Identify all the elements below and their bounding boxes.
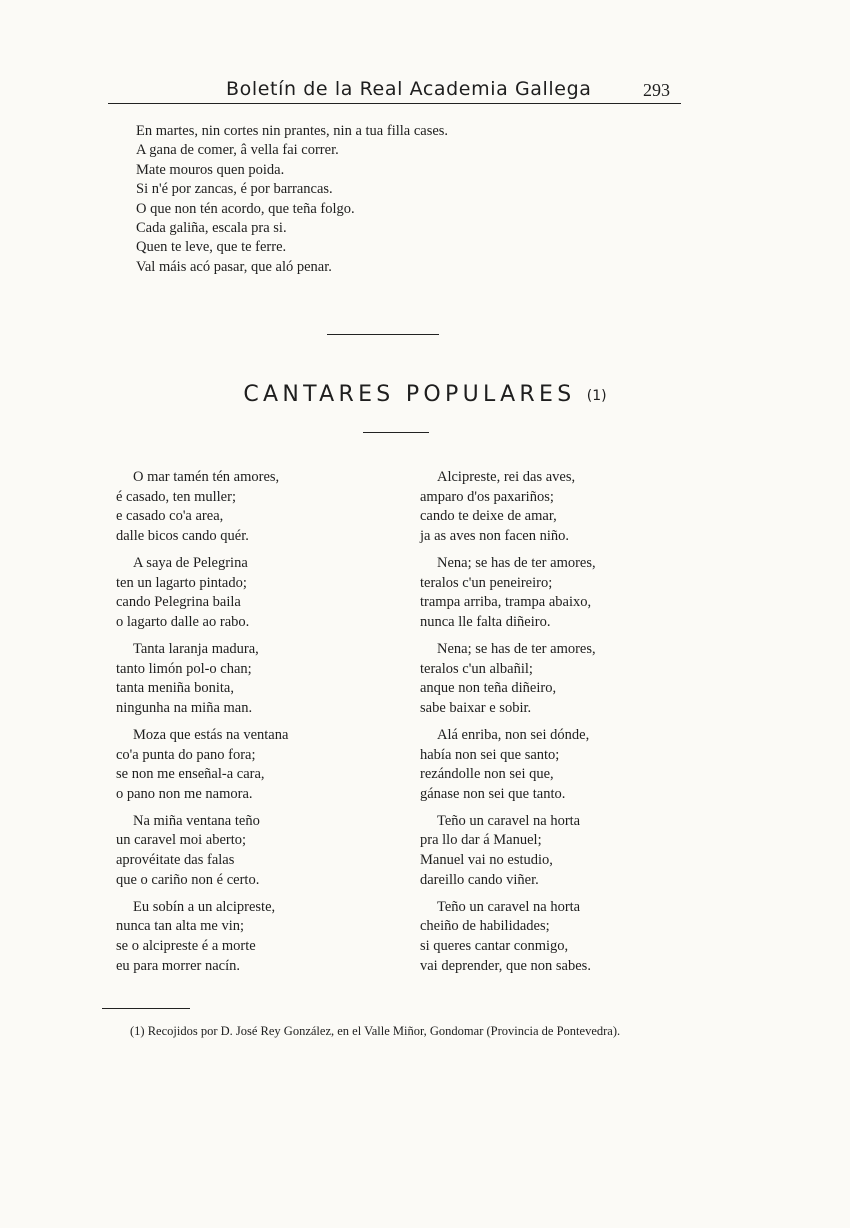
verse-line: Manuel vai no estudio, xyxy=(420,852,553,869)
header-rule xyxy=(108,103,681,104)
proverb-line: Val máis acó pasar, que aló penar. xyxy=(136,258,332,275)
poem-column-left xyxy=(116,468,416,984)
section-title xyxy=(0,380,850,411)
verse-line: tanto limón pol-o chan; xyxy=(116,660,252,677)
verse-line: Nena; se has de ter amores, xyxy=(437,554,596,571)
verse-line: nunca lle falta diñeiro. xyxy=(420,613,551,630)
verse-line: e casado co'a area, xyxy=(116,508,224,525)
verse-line: Eu sobín a un alcipreste, xyxy=(133,898,276,915)
verse-line: se non me enseñal-a cara, xyxy=(116,766,265,783)
verse-line: Teño un caravel na horta xyxy=(437,898,581,915)
verse-line: dareillo cando viñer. xyxy=(420,871,539,888)
verse-line: nunca tan alta me vin; xyxy=(116,918,245,935)
footnote-marker: (1) xyxy=(130,1024,145,1038)
verse-line: Teño un caravel na horta xyxy=(437,812,581,829)
verse-line: pra llo dar á Manuel; xyxy=(420,832,542,849)
verse-line: cando te deixe de amar, xyxy=(420,508,557,525)
stanza xyxy=(116,468,416,546)
verse-line: anque non teña diñeiro, xyxy=(420,680,557,697)
stanza xyxy=(116,554,416,632)
section-divider xyxy=(327,334,439,335)
footnote-rule xyxy=(102,1008,190,1009)
verse-line: había non sei que santo; xyxy=(420,746,560,763)
verse-line: Nena; se has de ter amores, xyxy=(437,640,596,657)
verse-line: rezándolle non sei que, xyxy=(420,766,554,783)
verse-line: teralos c'un albañil; xyxy=(420,660,533,677)
section-title-text: CANTARES POPULARES xyxy=(243,382,576,407)
verse-line: A saya de Pelegrina xyxy=(133,554,248,571)
verse-line: Moza que estás na ventana xyxy=(133,726,289,743)
stanza xyxy=(116,726,416,804)
verse-line: trampa arriba, trampa abaixo, xyxy=(420,594,592,611)
proverb-line: Cada galiña, escala pra si. xyxy=(136,220,287,237)
verse-line: se o alcipreste é a morte xyxy=(116,938,256,955)
verse-line: o lagarto dalle ao rabo. xyxy=(116,613,250,630)
footnote-body xyxy=(102,1022,692,1041)
proverb-line: Mate mouros quen poida. xyxy=(136,161,285,178)
proverb-line: O que non tén acordo, que teña folgo. xyxy=(136,200,355,217)
verse-line: dalle bicos cando quér. xyxy=(116,527,249,544)
verse-line: gánase non sei que tanto. xyxy=(420,785,566,802)
verse-line: Alcipreste, rei das aves, xyxy=(437,469,576,485)
poem-column-right xyxy=(420,468,720,984)
verse-line: que o cariño non é certo. xyxy=(116,871,260,888)
stanza xyxy=(420,554,720,632)
verse-line: ten un lagarto pintado; xyxy=(116,574,247,591)
proverb-line: A gana de comer, â vella fai correr. xyxy=(136,142,339,159)
title-underline xyxy=(363,432,429,433)
verse-line: Na miña ventana teño xyxy=(133,812,260,829)
proverb-line: Si n'é por zancas, é por barrancas. xyxy=(136,181,333,198)
stanza xyxy=(420,640,720,718)
verse-line: é casado, ten muller; xyxy=(116,488,236,505)
verse-line: tanta meniña bonita, xyxy=(116,680,234,697)
running-head xyxy=(0,76,850,102)
verse-line: un caravel moi aberto; xyxy=(116,832,247,849)
stanza xyxy=(116,898,416,976)
verse-line: cando Pelegrina baila xyxy=(116,594,241,611)
stanza xyxy=(116,640,416,718)
verse-line: co'a punta do pano fora; xyxy=(116,746,256,763)
footnote-reference: (1) xyxy=(586,388,607,404)
verse-line: teralos c'un peneireiro; xyxy=(420,574,553,591)
verse-line: si queres cantar conmigo, xyxy=(420,938,569,955)
stanza xyxy=(116,812,416,890)
stanza xyxy=(420,726,720,804)
running-title: Boletín de la Real Academia Gallega xyxy=(226,78,592,100)
footnote-text: Recojidos por D. José Rey González, en el Valle Miñor, Gondomar (Provincia de Pontevedra). xyxy=(147,1024,621,1038)
verse-line: vai deprender, que non sabes. xyxy=(420,957,591,974)
stanza xyxy=(420,898,720,976)
proverb-line: En martes, nin cortes nin prantes, nin a tua filla cases. xyxy=(136,123,449,139)
page-number: 293 xyxy=(643,80,670,100)
verse-line: ningunha na miña man. xyxy=(116,699,253,716)
verse-line: aprovéitate das falas xyxy=(116,852,235,869)
verse-line: ja as aves non facen niño. xyxy=(420,527,569,544)
verse-line: sabe baixar e sobir. xyxy=(420,699,532,716)
verse-line: Alá enriba, non sei dónde, xyxy=(437,726,590,743)
verse-line: eu para morrer nacín. xyxy=(116,957,240,974)
footnote xyxy=(102,1022,692,1041)
verse-line: Tanta laranja madura, xyxy=(133,640,259,657)
proverb-line: Quen te leve, que te ferre. xyxy=(136,239,287,256)
stanza xyxy=(420,468,720,546)
verse-line: o pano non me namora. xyxy=(116,785,253,802)
stanza xyxy=(420,812,720,890)
verse-line: amparo d'os paxariños; xyxy=(420,488,554,505)
verse-line: cheiño de habilidades; xyxy=(420,918,550,935)
verse-line: O mar tamén tén amores, xyxy=(133,469,280,485)
proverbs-list xyxy=(136,122,676,277)
